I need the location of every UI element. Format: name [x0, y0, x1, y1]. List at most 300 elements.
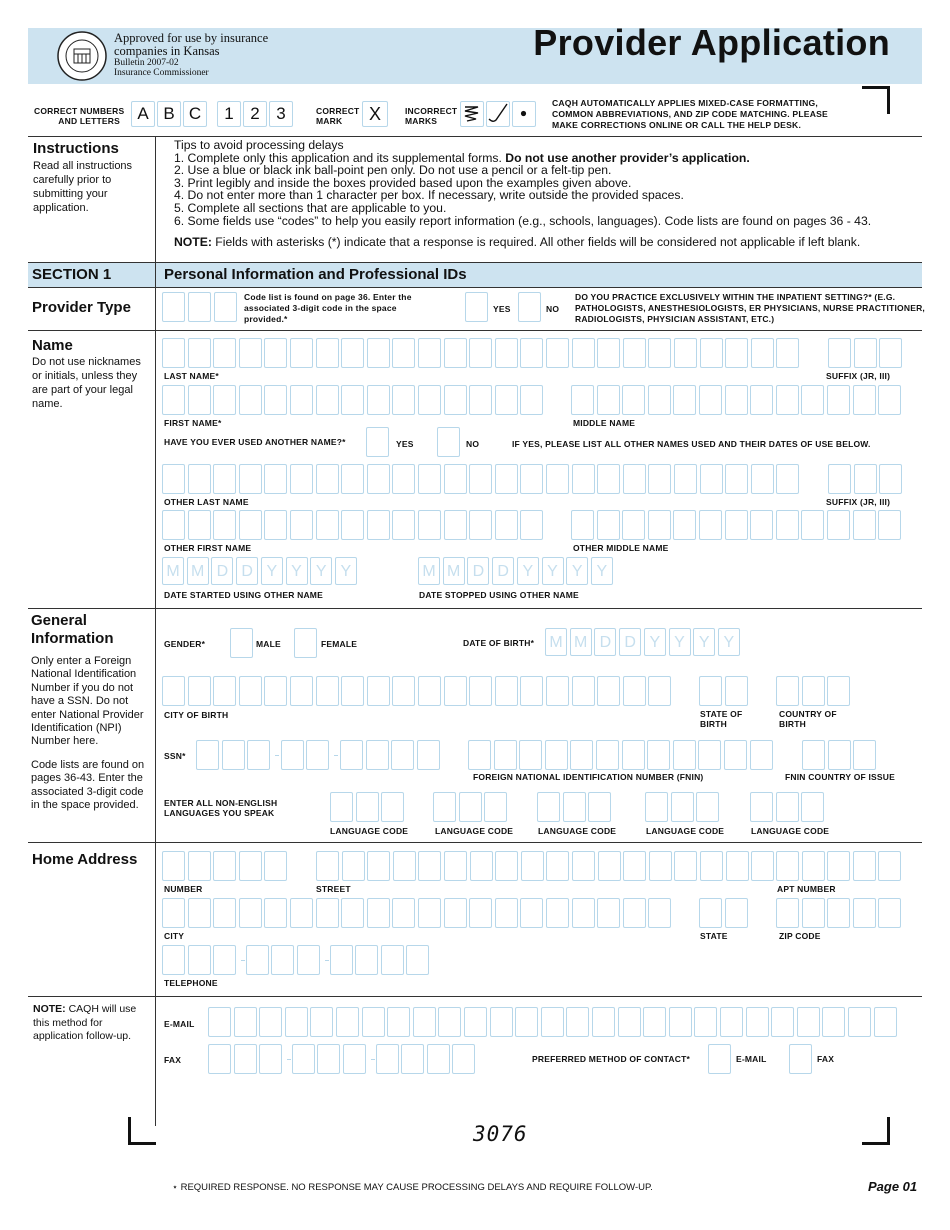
char-box[interactable]	[341, 385, 364, 415]
char-box[interactable]	[188, 385, 211, 415]
char-box[interactable]	[494, 740, 517, 770]
char-box[interactable]	[286, 557, 308, 585]
char-box[interactable]	[187, 557, 209, 585]
char-box[interactable]	[827, 510, 850, 540]
char-box[interactable]	[570, 740, 593, 770]
char-box[interactable]	[597, 676, 620, 706]
char-box[interactable]	[464, 1007, 487, 1037]
char-box[interactable]	[598, 851, 621, 881]
char-box[interactable]	[418, 338, 441, 368]
char-box[interactable]	[444, 338, 467, 368]
char-box[interactable]	[520, 676, 543, 706]
char-box[interactable]	[674, 851, 697, 881]
char-box[interactable]	[367, 464, 390, 494]
char-box[interactable]	[392, 385, 415, 415]
char-box[interactable]	[317, 1044, 340, 1074]
char-box[interactable]	[572, 676, 595, 706]
char-box[interactable]	[623, 464, 646, 494]
char-box[interactable]	[285, 1007, 308, 1037]
inpatient-no-checkbox[interactable]	[518, 292, 541, 322]
char-box[interactable]	[264, 898, 287, 928]
char-box[interactable]	[597, 464, 620, 494]
char-box[interactable]	[648, 464, 671, 494]
char-box[interactable]	[208, 1044, 231, 1074]
char-box[interactable]	[264, 510, 287, 540]
char-box[interactable]	[391, 740, 414, 770]
char-box[interactable]	[801, 792, 824, 822]
char-box[interactable]	[196, 740, 219, 770]
char-box[interactable]	[644, 628, 666, 656]
char-box[interactable]	[802, 851, 825, 881]
char-box[interactable]	[290, 338, 313, 368]
preferred-fax-checkbox[interactable]	[789, 1044, 812, 1074]
char-box[interactable]	[418, 464, 441, 494]
char-box[interactable]	[797, 1007, 820, 1037]
char-box[interactable]	[484, 792, 507, 822]
char-box[interactable]	[801, 510, 824, 540]
char-box[interactable]	[718, 628, 740, 656]
char-box[interactable]	[674, 338, 697, 368]
char-box[interactable]	[418, 676, 441, 706]
char-box[interactable]	[330, 945, 353, 975]
char-box[interactable]	[443, 557, 465, 585]
char-box[interactable]	[188, 898, 211, 928]
char-box[interactable]	[162, 464, 185, 494]
char-box[interactable]	[776, 510, 799, 540]
provider-type-box-2[interactable]	[188, 292, 211, 322]
char-box[interactable]	[316, 464, 339, 494]
char-box[interactable]	[188, 676, 211, 706]
char-box[interactable]	[848, 1007, 871, 1037]
char-box[interactable]	[341, 464, 364, 494]
char-box[interactable]	[490, 1007, 513, 1037]
char-box[interactable]	[572, 898, 595, 928]
char-box[interactable]	[545, 740, 568, 770]
char-box[interactable]	[669, 1007, 692, 1037]
char-box[interactable]	[520, 898, 543, 928]
char-box[interactable]	[367, 338, 390, 368]
char-box[interactable]	[541, 1007, 564, 1037]
char-box[interactable]	[517, 557, 539, 585]
char-box[interactable]	[162, 676, 185, 706]
char-box[interactable]	[341, 676, 364, 706]
char-box[interactable]	[566, 557, 588, 585]
char-box[interactable]	[495, 851, 518, 881]
char-box[interactable]	[648, 385, 671, 415]
char-box[interactable]	[673, 510, 696, 540]
char-box[interactable]	[392, 676, 415, 706]
char-box[interactable]	[444, 676, 467, 706]
char-box[interactable]	[597, 385, 620, 415]
char-box[interactable]	[546, 464, 569, 494]
char-box[interactable]	[725, 385, 748, 415]
char-box[interactable]	[622, 510, 645, 540]
char-box[interactable]	[290, 510, 313, 540]
char-box[interactable]	[495, 676, 518, 706]
char-box[interactable]	[316, 898, 339, 928]
char-box[interactable]	[750, 510, 773, 540]
char-box[interactable]	[341, 898, 364, 928]
char-box[interactable]	[520, 464, 543, 494]
char-box[interactable]	[725, 338, 748, 368]
char-box[interactable]	[878, 510, 901, 540]
char-box[interactable]	[297, 945, 320, 975]
char-box[interactable]	[264, 385, 287, 415]
char-box[interactable]	[520, 510, 543, 540]
char-box[interactable]	[853, 898, 876, 928]
char-box[interactable]	[306, 740, 329, 770]
char-box[interactable]	[623, 851, 646, 881]
char-box[interactable]	[694, 1007, 717, 1037]
char-box[interactable]	[469, 676, 492, 706]
char-box[interactable]	[469, 464, 492, 494]
char-box[interactable]	[674, 464, 697, 494]
char-box[interactable]	[211, 557, 233, 585]
char-box[interactable]	[162, 557, 184, 585]
char-box[interactable]	[444, 510, 467, 540]
char-box[interactable]	[418, 557, 440, 585]
char-box[interactable]	[188, 510, 211, 540]
char-box[interactable]	[648, 338, 671, 368]
char-box[interactable]	[234, 1007, 257, 1037]
char-box[interactable]	[469, 510, 492, 540]
char-box[interactable]	[366, 740, 389, 770]
char-box[interactable]	[623, 898, 646, 928]
char-box[interactable]	[724, 740, 747, 770]
char-box[interactable]	[878, 851, 901, 881]
char-box[interactable]	[776, 464, 799, 494]
char-box[interactable]	[469, 338, 492, 368]
char-box[interactable]	[340, 740, 363, 770]
char-box[interactable]	[438, 1007, 461, 1037]
char-box[interactable]	[343, 1044, 366, 1074]
char-box[interactable]	[570, 628, 592, 656]
gender-female-checkbox[interactable]	[294, 628, 317, 658]
char-box[interactable]	[572, 338, 595, 368]
char-box[interactable]	[725, 464, 748, 494]
char-box[interactable]	[700, 464, 723, 494]
char-box[interactable]	[335, 557, 357, 585]
char-box[interactable]	[239, 898, 262, 928]
char-box[interactable]	[495, 385, 518, 415]
char-box[interactable]	[591, 557, 613, 585]
char-box[interactable]	[699, 898, 722, 928]
char-box[interactable]	[828, 338, 851, 368]
char-box[interactable]	[597, 898, 620, 928]
char-box[interactable]	[546, 851, 569, 881]
char-box[interactable]	[699, 385, 722, 415]
char-box[interactable]	[310, 1007, 333, 1037]
char-box[interactable]	[693, 628, 715, 656]
char-box[interactable]	[725, 510, 748, 540]
char-box[interactable]	[213, 464, 236, 494]
provider-type-box-3[interactable]	[214, 292, 237, 322]
char-box[interactable]	[188, 464, 211, 494]
char-box[interactable]	[261, 557, 283, 585]
char-box[interactable]	[367, 676, 390, 706]
char-box[interactable]	[342, 851, 365, 881]
char-box[interactable]	[520, 385, 543, 415]
char-box[interactable]	[264, 851, 287, 881]
char-box[interactable]	[330, 792, 353, 822]
char-box[interactable]	[264, 464, 287, 494]
char-box[interactable]	[264, 338, 287, 368]
char-box[interactable]	[290, 676, 313, 706]
char-box[interactable]	[827, 676, 850, 706]
char-box[interactable]	[801, 385, 824, 415]
char-box[interactable]	[381, 792, 404, 822]
char-box[interactable]	[222, 740, 245, 770]
char-box[interactable]	[213, 676, 236, 706]
char-box[interactable]	[879, 338, 902, 368]
char-box[interactable]	[492, 557, 514, 585]
char-box[interactable]	[546, 338, 569, 368]
char-box[interactable]	[459, 792, 482, 822]
char-box[interactable]	[537, 792, 560, 822]
char-box[interactable]	[776, 385, 799, 415]
char-box[interactable]	[622, 385, 645, 415]
char-box[interactable]	[751, 851, 774, 881]
char-box[interactable]	[878, 898, 901, 928]
char-box[interactable]	[828, 464, 851, 494]
char-box[interactable]	[495, 464, 518, 494]
char-box[interactable]	[444, 898, 467, 928]
char-box[interactable]	[393, 851, 416, 881]
char-box[interactable]	[213, 338, 236, 368]
char-box[interactable]	[698, 740, 721, 770]
char-box[interactable]	[546, 676, 569, 706]
char-box[interactable]	[495, 898, 518, 928]
char-box[interactable]	[239, 676, 262, 706]
char-box[interactable]	[571, 510, 594, 540]
char-box[interactable]	[213, 945, 236, 975]
char-box[interactable]	[387, 1007, 410, 1037]
char-box[interactable]	[828, 740, 851, 770]
char-box[interactable]	[259, 1044, 282, 1074]
char-box[interactable]	[648, 676, 671, 706]
char-box[interactable]	[271, 945, 294, 975]
char-box[interactable]	[802, 676, 825, 706]
char-box[interactable]	[188, 338, 211, 368]
char-box[interactable]	[188, 851, 211, 881]
char-box[interactable]	[878, 385, 901, 415]
char-box[interactable]	[648, 898, 671, 928]
char-box[interactable]	[234, 1044, 257, 1074]
char-box[interactable]	[418, 851, 441, 881]
char-box[interactable]	[367, 510, 390, 540]
char-box[interactable]	[853, 851, 876, 881]
char-box[interactable]	[356, 792, 379, 822]
char-box[interactable]	[239, 338, 262, 368]
char-box[interactable]	[392, 338, 415, 368]
char-box[interactable]	[418, 898, 441, 928]
gender-male-checkbox[interactable]	[230, 628, 253, 658]
char-box[interactable]	[647, 740, 670, 770]
char-box[interactable]	[619, 628, 641, 656]
char-box[interactable]	[362, 1007, 385, 1037]
char-box[interactable]	[700, 338, 723, 368]
char-box[interactable]	[746, 1007, 769, 1037]
char-box[interactable]	[853, 510, 876, 540]
char-box[interactable]	[468, 740, 491, 770]
char-box[interactable]	[854, 338, 877, 368]
char-box[interactable]	[162, 945, 185, 975]
char-box[interactable]	[469, 385, 492, 415]
char-box[interactable]	[750, 385, 773, 415]
char-box[interactable]	[162, 338, 185, 368]
char-box[interactable]	[367, 898, 390, 928]
char-box[interactable]	[310, 557, 332, 585]
char-box[interactable]	[776, 792, 799, 822]
char-box[interactable]	[776, 898, 799, 928]
char-box[interactable]	[336, 1007, 359, 1037]
char-box[interactable]	[618, 1007, 641, 1037]
char-box[interactable]	[726, 851, 749, 881]
char-box[interactable]	[802, 740, 825, 770]
char-box[interactable]	[771, 1007, 794, 1037]
char-box[interactable]	[392, 510, 415, 540]
char-box[interactable]	[213, 510, 236, 540]
char-box[interactable]	[367, 851, 390, 881]
char-box[interactable]	[427, 1044, 450, 1074]
other-name-no-checkbox[interactable]	[437, 427, 460, 457]
char-box[interactable]	[239, 851, 262, 881]
char-box[interactable]	[316, 385, 339, 415]
char-box[interactable]	[696, 792, 719, 822]
char-box[interactable]	[623, 338, 646, 368]
char-box[interactable]	[827, 851, 850, 881]
other-name-yes-checkbox[interactable]	[366, 427, 389, 457]
char-box[interactable]	[281, 740, 304, 770]
char-box[interactable]	[520, 338, 543, 368]
char-box[interactable]	[162, 851, 185, 881]
char-box[interactable]	[622, 740, 645, 770]
char-box[interactable]	[467, 557, 489, 585]
char-box[interactable]	[259, 1007, 282, 1037]
char-box[interactable]	[822, 1007, 845, 1037]
char-box[interactable]	[392, 898, 415, 928]
char-box[interactable]	[649, 851, 672, 881]
char-box[interactable]	[802, 898, 825, 928]
char-box[interactable]	[673, 385, 696, 415]
char-box[interactable]	[418, 385, 441, 415]
char-box[interactable]	[290, 385, 313, 415]
char-box[interactable]	[406, 945, 429, 975]
char-box[interactable]	[643, 1007, 666, 1037]
char-box[interactable]	[444, 851, 467, 881]
char-box[interactable]	[588, 792, 611, 822]
char-box[interactable]	[401, 1044, 424, 1074]
char-box[interactable]	[495, 510, 518, 540]
char-box[interactable]	[853, 740, 876, 770]
char-box[interactable]	[566, 1007, 589, 1037]
char-box[interactable]	[413, 1007, 436, 1037]
char-box[interactable]	[592, 1007, 615, 1037]
char-box[interactable]	[239, 385, 262, 415]
char-box[interactable]	[264, 676, 287, 706]
char-box[interactable]	[316, 338, 339, 368]
char-box[interactable]	[290, 898, 313, 928]
char-box[interactable]	[213, 898, 236, 928]
char-box[interactable]	[239, 510, 262, 540]
char-box[interactable]	[292, 1044, 315, 1074]
char-box[interactable]	[162, 385, 185, 415]
char-box[interactable]	[827, 898, 850, 928]
char-box[interactable]	[418, 510, 441, 540]
char-box[interactable]	[623, 676, 646, 706]
char-box[interactable]	[316, 676, 339, 706]
char-box[interactable]	[452, 1044, 475, 1074]
char-box[interactable]	[720, 1007, 743, 1037]
char-box[interactable]	[542, 557, 564, 585]
char-box[interactable]	[854, 464, 877, 494]
char-box[interactable]	[751, 338, 774, 368]
char-box[interactable]	[355, 945, 378, 975]
char-box[interactable]	[572, 464, 595, 494]
char-box[interactable]	[594, 628, 616, 656]
char-box[interactable]	[571, 385, 594, 415]
char-box[interactable]	[162, 898, 185, 928]
char-box[interactable]	[700, 851, 723, 881]
char-box[interactable]	[316, 510, 339, 540]
char-box[interactable]	[572, 851, 595, 881]
char-box[interactable]	[827, 385, 850, 415]
char-box[interactable]	[750, 740, 773, 770]
char-box[interactable]	[699, 676, 722, 706]
char-box[interactable]	[519, 740, 542, 770]
char-box[interactable]	[417, 740, 440, 770]
char-box[interactable]	[470, 851, 493, 881]
char-box[interactable]	[236, 557, 258, 585]
char-box[interactable]	[341, 510, 364, 540]
char-box[interactable]	[444, 464, 467, 494]
char-box[interactable]	[597, 510, 620, 540]
char-box[interactable]	[750, 792, 773, 822]
char-box[interactable]	[469, 898, 492, 928]
char-box[interactable]	[247, 740, 270, 770]
char-box[interactable]	[699, 510, 722, 540]
char-box[interactable]	[563, 792, 586, 822]
char-box[interactable]	[596, 740, 619, 770]
char-box[interactable]	[433, 792, 456, 822]
char-box[interactable]	[188, 945, 211, 975]
char-box[interactable]	[545, 628, 567, 656]
char-box[interactable]	[645, 792, 668, 822]
char-box[interactable]	[392, 464, 415, 494]
char-box[interactable]	[776, 676, 799, 706]
char-box[interactable]	[381, 945, 404, 975]
char-box[interactable]	[725, 676, 748, 706]
char-box[interactable]	[879, 464, 902, 494]
char-box[interactable]	[290, 464, 313, 494]
preferred-email-checkbox[interactable]	[708, 1044, 731, 1074]
inpatient-yes-checkbox[interactable]	[465, 292, 488, 322]
char-box[interactable]	[495, 338, 518, 368]
char-box[interactable]	[751, 464, 774, 494]
provider-type-box-1[interactable]	[162, 292, 185, 322]
char-box[interactable]	[776, 338, 799, 368]
char-box[interactable]	[597, 338, 620, 368]
char-box[interactable]	[239, 464, 262, 494]
char-box[interactable]	[316, 851, 339, 881]
char-box[interactable]	[671, 792, 694, 822]
char-box[interactable]	[776, 851, 799, 881]
char-box[interactable]	[648, 510, 671, 540]
char-box[interactable]	[208, 1007, 231, 1037]
char-box[interactable]	[213, 851, 236, 881]
char-box[interactable]	[546, 898, 569, 928]
char-box[interactable]	[515, 1007, 538, 1037]
